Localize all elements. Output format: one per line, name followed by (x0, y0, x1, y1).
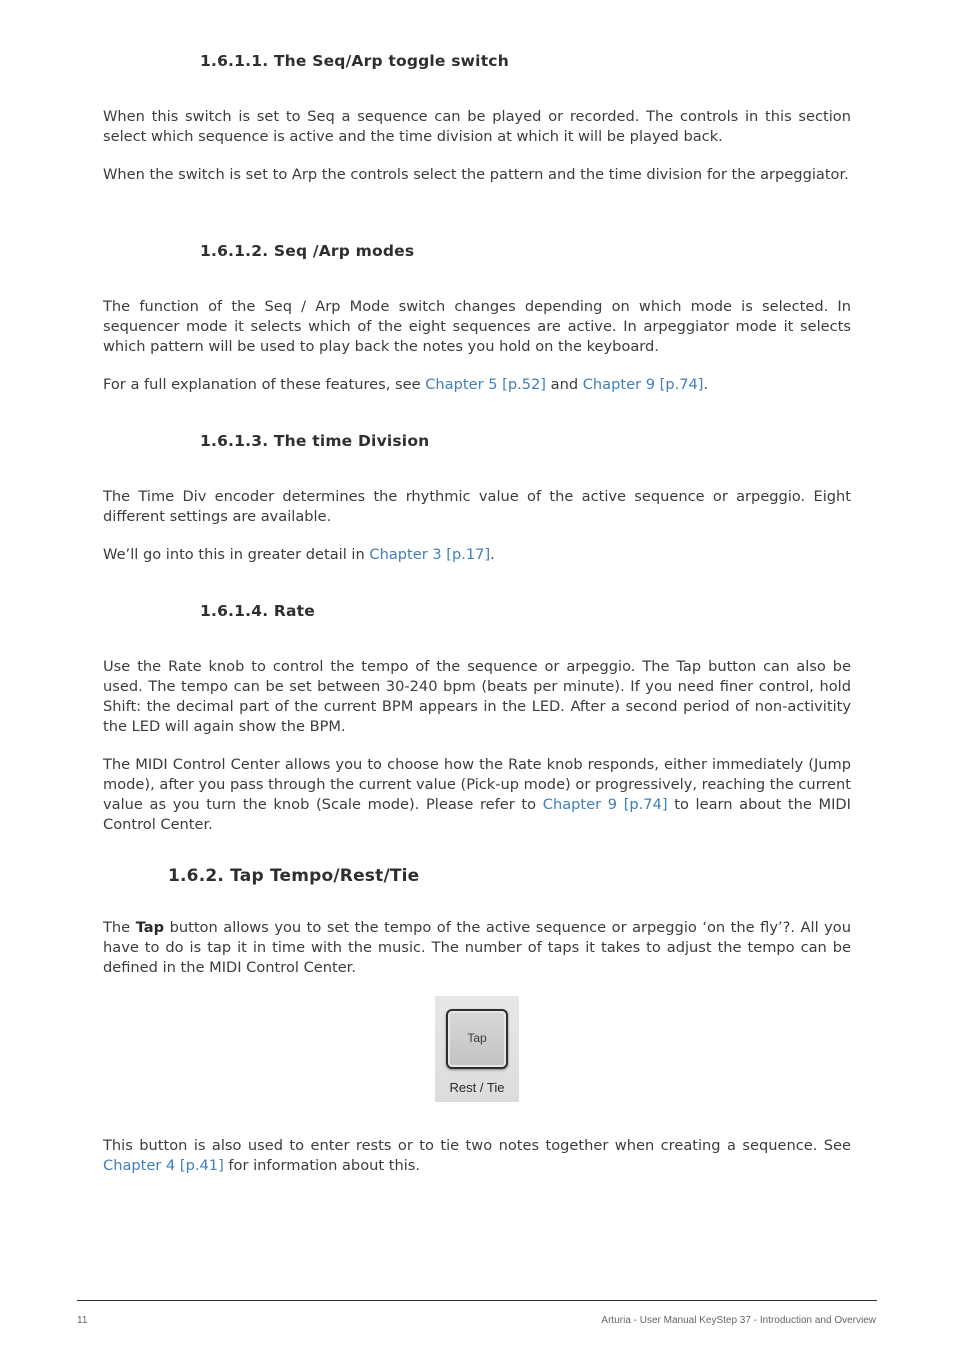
heading-rate: 1.6.1.4. Rate (200, 602, 316, 620)
heading-time-division: 1.6.1.3. The time Division (200, 432, 430, 450)
heading-tap-tempo: 1.6.2. Tap Tempo/Rest/Tie (168, 866, 420, 886)
paragraph-tap-tempo-1 (103, 918, 851, 978)
paragraph-time-division-2 (103, 545, 851, 565)
paragraph-seq-arp-toggle-2: When the switch is set to Arp the controls select the pattern and the time division for the arpeggiator. (103, 166, 849, 183)
rest-tie-caption: Rest / Tie (449, 1080, 505, 1095)
paragraph-rate-2 (103, 755, 851, 835)
text-run: for information about this. (223, 1157, 421, 1174)
text-run: and (546, 376, 583, 393)
paragraph-seq-arp-modes-1: The function of the Seq / Arp Mode switch changes depending on which mode is selected. In sequencer mode it selects which of the eight sequences are active. In arpeggiator mode it selects which pattern will be used to play back the notes you hold on the keyboard. (103, 298, 851, 355)
heading-seq-arp-modes: 1.6.1.2. Seq /Arp modes (200, 242, 415, 260)
link-chapter-4[interactable]: Chapter 4 [p.41] (103, 1157, 224, 1174)
footer-divider (77, 1300, 877, 1301)
bold-tap: Tap (135, 919, 165, 936)
paragraph-time-division-1: The Time Div encoder determines the rhythmic value of the active sequence or arpeggio. Eight different settings are available. (103, 488, 851, 525)
text-run: . (703, 376, 709, 393)
text-run: This button is also used to enter rests or to tie two notes together when creating a sequence. See (103, 1137, 851, 1154)
tap-button-figure (435, 996, 519, 1102)
text-run: For a full explanation of these features, see (103, 376, 426, 393)
footer-title: Arturia - User Manual KeyStep 37 - Introduction and Overview (601, 1315, 876, 1326)
heading-seq-arp-toggle: 1.6.1.1. The Seq/Arp toggle switch (200, 52, 509, 70)
text-run: . (490, 546, 495, 563)
link-chapter-9-rate[interactable]: Chapter 9 [p.74] (542, 796, 668, 813)
paragraph-tap-tempo-2 (103, 1136, 851, 1176)
text-run: The (103, 919, 136, 936)
text-run: The MIDI Control Center allows you to choose how the Rate knob responds, either immediately (Jump mode), after you pass through the current value (Pick-up mode) or progressively, reaching the current value as you turn the knob (Scale mode). Please refer to (103, 756, 851, 813)
link-chapter-3[interactable]: Chapter 3 [p.17] (369, 546, 491, 563)
link-chapter-5[interactable]: Chapter 5 [p.52] (425, 376, 546, 393)
tap-button-image (446, 1009, 508, 1069)
text-run: to learn about the MIDI Control Center. (103, 796, 851, 833)
page-number: 11 (77, 1315, 88, 1326)
paragraph-seq-arp-modes-2 (103, 375, 851, 395)
link-chapter-9[interactable]: Chapter 9 [p.74] (582, 376, 704, 393)
text-run: We’ll go into this in greater detail in (103, 546, 370, 563)
paragraph-seq-arp-toggle-1: When this switch is set to Seq a sequence can be played or recorded. The controls in this section select which sequence is active and the time division at which it will be played back. (103, 108, 851, 145)
text-run: button allows you to set the tempo of the active sequence or arpeggio ‘on the fly’?. All you have to do is tap it in time with the music. The number of taps it takes to adjust the tempo can be defined in the MIDI Control Center. (103, 919, 851, 976)
tap-button-label: Tap (467, 1031, 487, 1045)
paragraph-rate-1: Use the Rate knob to control the tempo of the sequence or arpeggio. The Tap button can also be used. The tempo can be set between 30-240 bpm (beats per minute). If you need finer control, hold Shift: the decimal part of the current BPM appears in the LED. After a second period of non-activitity the LED will again show the BPM. (103, 658, 851, 735)
